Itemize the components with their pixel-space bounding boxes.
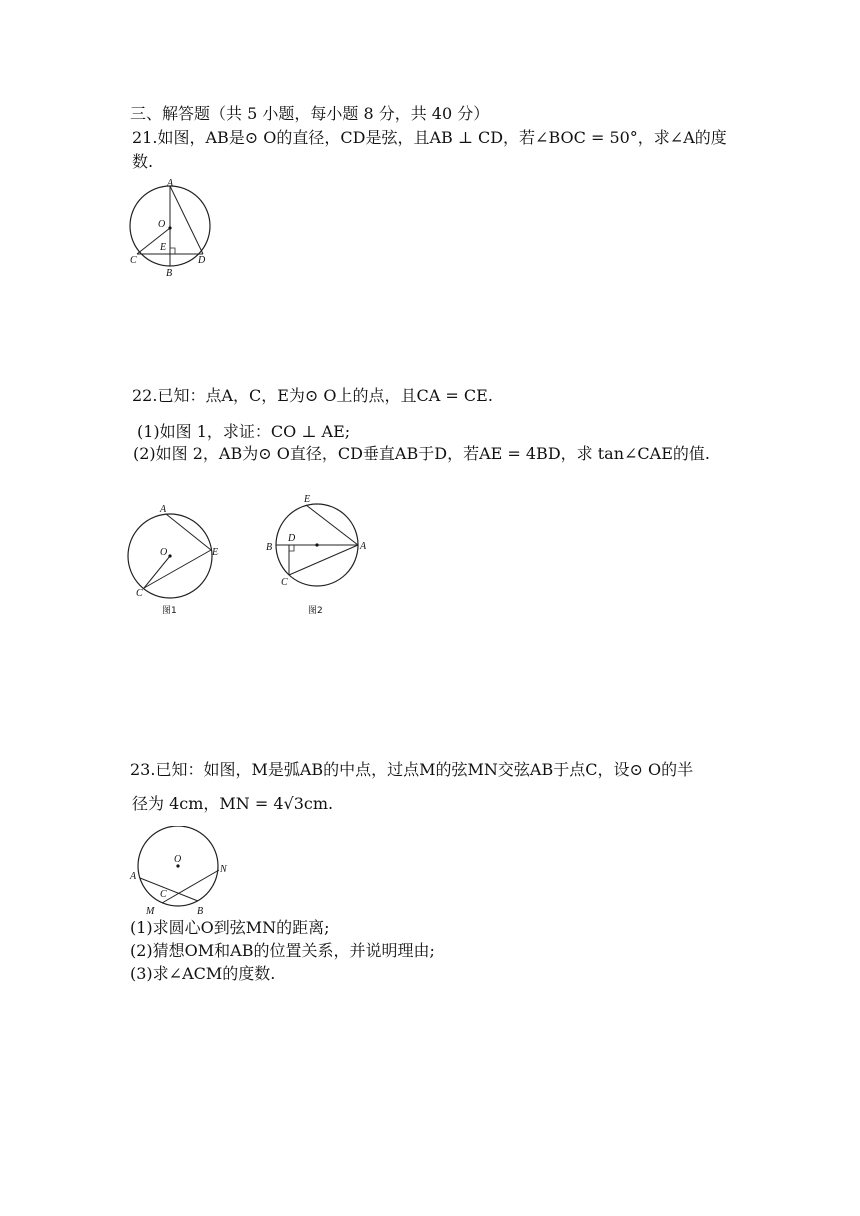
- q21-label-a: A: [167, 178, 174, 189]
- q22f1-label-o: O: [160, 547, 168, 558]
- q21-right-angle-mark: [170, 248, 175, 254]
- q21-center-dot: [168, 226, 171, 229]
- q22f1-label-c: C: [136, 588, 143, 599]
- q22f2-center-dot: [315, 543, 318, 546]
- q23-part1: (1)求圆心O到弦MN的距离;: [130, 918, 330, 937]
- q23-figure: [126, 826, 236, 916]
- q22f2-caption: 图2: [308, 606, 323, 616]
- q22f2-label-d: D: [288, 533, 296, 544]
- q22f1-segment-co: [144, 556, 170, 588]
- q22f2-label-e: E: [304, 494, 311, 505]
- q22-part2: (2)如图 2，AB为⊙ O直径，CD垂直AB于D，若AE = 4BD，求 tan∠CAE的值.: [133, 444, 710, 463]
- q23-label-b: B: [197, 906, 204, 916]
- q21-text-line2: 数.: [132, 152, 154, 171]
- q21-label-o: O: [158, 219, 166, 230]
- q22f2-label-a: A: [360, 541, 367, 552]
- q23-label-c: C: [160, 889, 167, 900]
- q22-figure1: [122, 498, 232, 620]
- q23-label-m: M: [146, 906, 155, 916]
- q23-part2: (2)猜想OM和AB的位置关系，并说明理由;: [130, 941, 435, 960]
- q22f2-chord-ea: [306, 505, 358, 545]
- q23-part3: (3)求∠ACM的度数.: [130, 964, 276, 983]
- q22f2-label-c: C: [281, 577, 288, 588]
- q22-stem: 22.已知：点A，C，E为⊙ O上的点，且CA = CE.: [132, 386, 493, 405]
- q23-text-line1: 23.已知：如图，M是弧AB的中点，过点M的弦MN交弦AB于点C，设⊙ O的半: [130, 760, 694, 779]
- q23-text-line2: 径为 4cm，MN = 4√3cm.: [132, 794, 334, 813]
- q22f1-center-dot: [168, 554, 171, 557]
- q22f1-label-a: A: [160, 504, 167, 515]
- q23-chord-ab: [140, 878, 198, 901]
- q21-label-d: D: [198, 255, 206, 266]
- q21-segment-ad: [170, 186, 203, 254]
- q21-label-b: B: [166, 268, 173, 279]
- section-heading: 三、解答题（共 5 小题，每小题 8 分，共 40 分）: [130, 104, 490, 123]
- q22-part1: (1)如图 1，求证：CO ⊥ AE;: [137, 422, 351, 441]
- q23-label-n: N: [220, 864, 227, 875]
- q23-label-o: O: [174, 854, 182, 865]
- q22f2-label-b: B: [266, 542, 273, 553]
- q22f2-right-angle-mark: [289, 545, 294, 551]
- q21-label-c: C: [130, 255, 137, 266]
- q22f2-chord-ca: [289, 545, 358, 575]
- q22f1-label-e: E: [212, 547, 219, 558]
- q22f1-caption: 图1: [162, 606, 177, 616]
- q22f1-chord-ce: [144, 550, 211, 588]
- q21-text-line1: 21.如图，AB是⊙ O的直径，CD是弦，且AB ⊥ CD，若∠BOC = 50°，求∠A的度: [132, 128, 727, 147]
- q21-label-e: E: [160, 242, 167, 253]
- q23-label-a: A: [130, 871, 137, 882]
- q22-figure2: [262, 490, 378, 620]
- q21-figure: [124, 176, 224, 280]
